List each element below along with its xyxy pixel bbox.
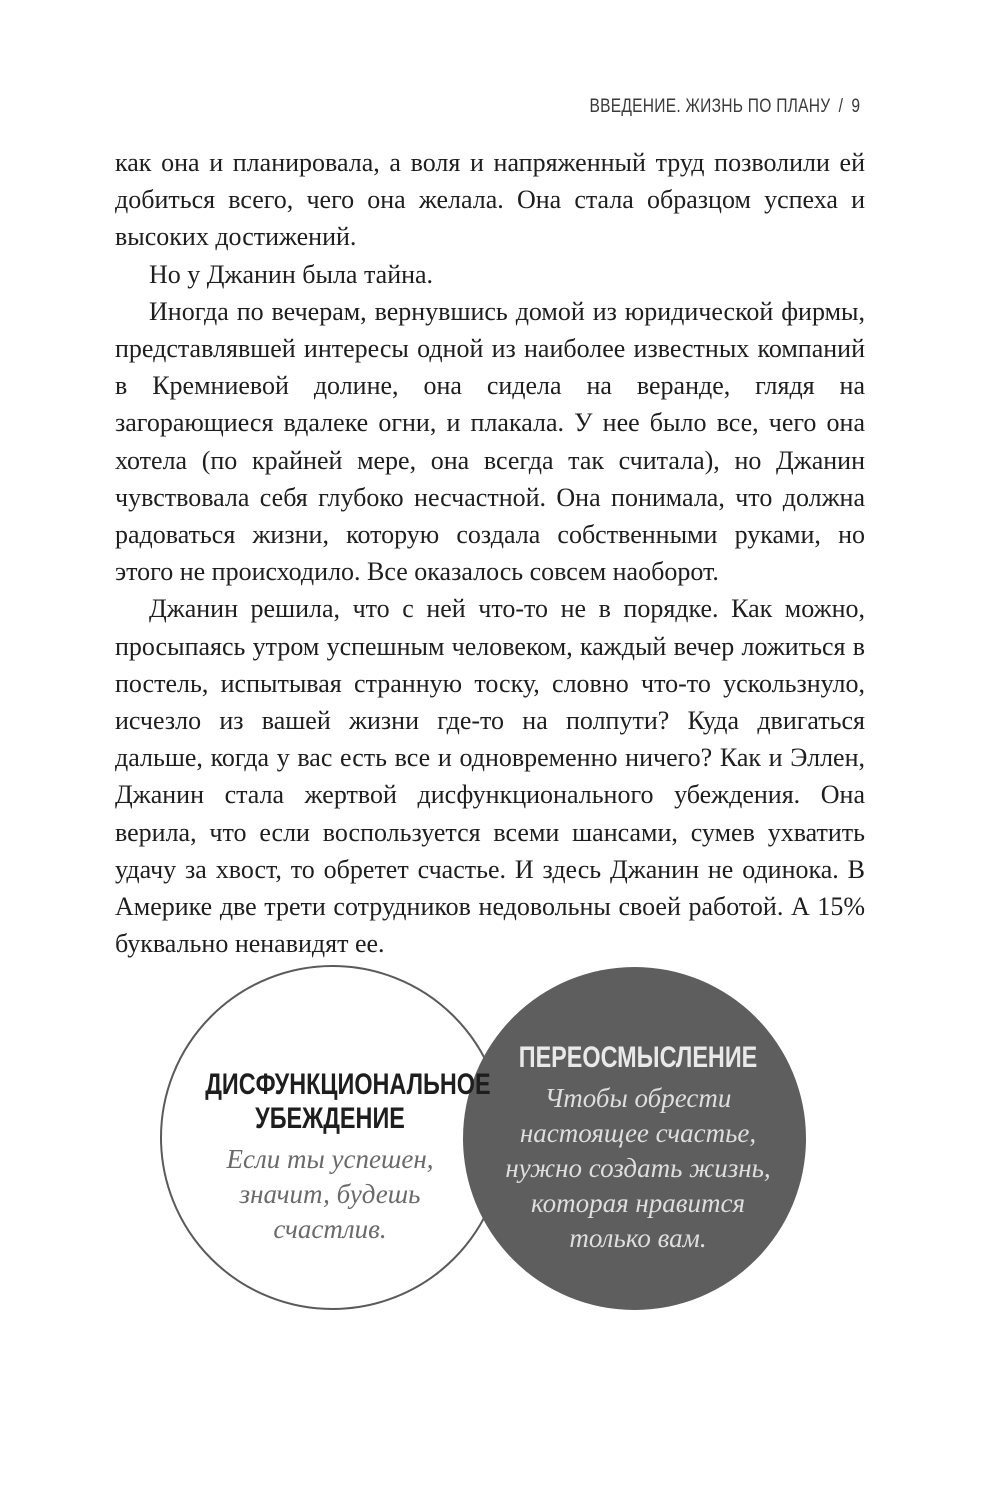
paragraph-continuation: как она и планировала, а воля и напряженный труд позволили ей добиться всего, чего она желала. Она стала образцом успеха и высоких достижений.: [115, 148, 865, 252]
reframe-text: [478, 1081, 798, 1256]
running-header: [589, 96, 860, 118]
belief-reframe-diagram: [160, 965, 840, 1345]
dysfunctional-belief-text: [170, 1142, 490, 1247]
dysfunctional-belief-label: [170, 1068, 490, 1247]
reframe-text-line2: настоящее счастье,: [519, 1118, 757, 1148]
page-number: 9: [851, 96, 860, 117]
paragraph-secret: Но у Джанин была тайна.: [149, 259, 434, 289]
body-text: [115, 144, 865, 962]
section-title: ВВЕДЕНИЕ. ЖИЗНЬ ПО ПЛАНУ: [589, 96, 831, 117]
reframe-text-line1: Чтобы обрести: [544, 1083, 732, 1113]
header-separator: /: [838, 96, 843, 117]
dysfunctional-belief-text-line1: Если ты успешен,: [226, 1144, 434, 1174]
reframe-text-line5: только вам.: [569, 1223, 707, 1253]
reframe-label: [478, 1041, 798, 1256]
reframe-text-line3: нужно создать жизнь,: [505, 1153, 771, 1183]
dysfunctional-belief-text-line2: значит, будешь: [239, 1179, 421, 1209]
dysfunctional-belief-heading-line2: УБЕЖДЕНИЕ: [255, 1102, 405, 1135]
dysfunctional-belief-text-line3: счастлив.: [273, 1214, 387, 1244]
reframe-text-line4: которая нравится: [530, 1188, 746, 1218]
paragraph-decision: Джанин решила, что с ней что-то не в порядке. Как можно, просыпаясь утром успешным человеком, каждый вечер ложиться в постель, испытывая странную тоску, словно что-то ускользнуло, исчезло из вашей жизни где-то на полпути? Куда двигаться дальше, когда у вас есть все и одновременно ничего? Как и Эллен, Джанин стала жертвой дисфункционального убеждения. Она верила, что если воспользуется всеми шансами, сумев ухватить удачу за хвост, то обретет счастье. И здесь Джанин не одинока. В Америке две трети сотрудников недовольны своей работой. А 15% буквально ненавидят ее.: [115, 594, 865, 959]
paragraph-evenings: Иногда по вечерам, вернувшись домой из юридической фирмы, представлявшей интересы одной из наиболее известных компаний в Кремниевой долине, она сидела на веранде, глядя на загорающиеся вдалеке огни, и плакала. У нее было все, чего она хотела (по крайней мере, она всегда так считала), но Джанин чувствовала себя глубоко несчастной. Она понимала, что должна радоваться жизни, которую создала собственными руками, но этого не происходило. Все оказалось совсем наоборот.: [115, 296, 865, 587]
dysfunctional-belief-heading-line1: ДИСФУНКЦИОНАЛЬНОЕ: [205, 1068, 491, 1101]
reframe-heading: ПЕРЕОСМЫСЛЕНИЕ: [518, 1041, 758, 1074]
